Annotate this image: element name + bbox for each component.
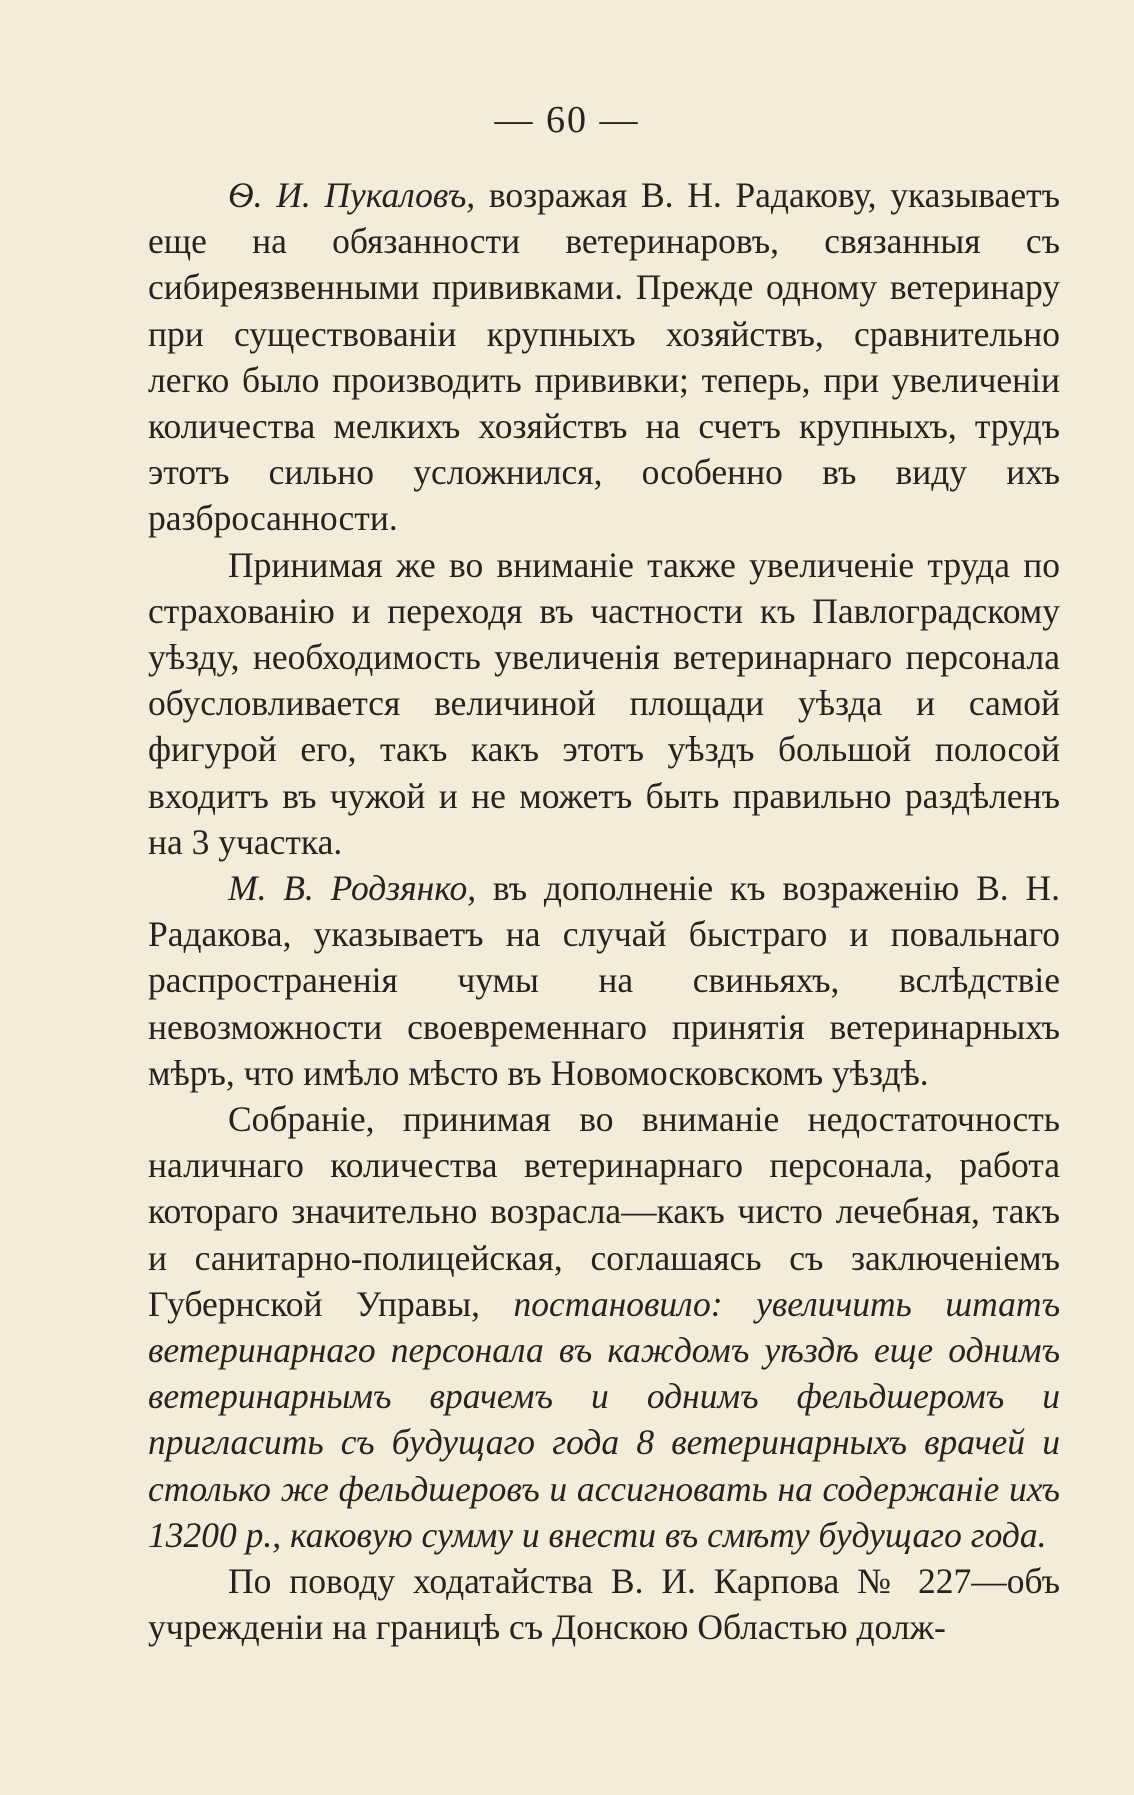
- paragraph-pavlograd: [148, 542, 1060, 865]
- speaker-name: Ѳ. И. Пукаловъ,: [228, 175, 476, 215]
- paragraph-pukalov: [148, 172, 1060, 542]
- paragraph-rodzyanko: [148, 865, 1060, 1096]
- body-text: [148, 172, 1060, 1651]
- paragraph-resolution: [148, 1096, 1060, 1558]
- page-number: — 60 —: [494, 99, 640, 141]
- paragraph-text: Принимая же во вниманіе также увеличеніе труда по страхованію и переходя въ частности къ Павлоградскому уѣзду, необходимость увеличенія ветеринарнаго персонала обусловливается величиной площади уѣзда и самой фигурой его, такъ какъ этотъ уѣздъ большой полосой входитъ въ чужой и не можетъ быть правильно раздѣленъ на 3 участка.: [148, 544, 1060, 862]
- paragraph-text: возражая В. Н. Радакову, указываетъ еще на обязанности ветеринаровъ, связанныя съ сибиреязвенными прививками. Прежде одному ветеринару при существованіи крупныхъ хозяйствъ, сравнительно легко было производить прививки; теперь, при увеличеніи количества мелкихъ хозяйствъ на счетъ крупныхъ, трудъ этотъ сильно усложнился, особенно въ виду ихъ разбросанности.: [148, 175, 1060, 539]
- resolution-text: постановило: увеличить штатъ ветеринарнаго персонала въ каждомъ уѣздѣ еще однимъ ветеринарнымъ врачемъ и однимъ фельдшеромъ и пригласить съ будущаго года 8 ветеринарныхъ врачей и столько же фельдшеровъ и ассигновать на содержаніе ихъ 13200 р., каковую сумму и внести въ смѣту будущаго года.: [148, 1283, 1060, 1555]
- speaker-name: М. В. Родзянко,: [228, 868, 477, 909]
- paragraph-karpov: [148, 1558, 1060, 1650]
- paragraph-text: Собраніе, принимая во вниманіе недостаточность наличнаго количества ветеринарнаго персонала, работа котораго значительно возрасла—какъ чисто лечебная, такъ и санитарно-полицейская, соглашаясь съ заключеніемъ Губернской Управы,: [148, 1099, 1060, 1324]
- paragraph-text: въ дополненіе къ возраженію В. Н. Радакова, указываетъ на случай быстраго и повальнаго распространенія чумы на свиньяхъ, вслѣдствіе невозможности своевременнаго принятія ветеринарныхъ мѣръ, что имѣло мѣсто въ Новомосковскомъ уѣздѣ.: [148, 868, 1060, 1093]
- paragraph-text: По поводу ходатайства В. И. Карпова № 227—объ учрежденіи на границѣ съ Донскою Областью долж-: [148, 1561, 1060, 1648]
